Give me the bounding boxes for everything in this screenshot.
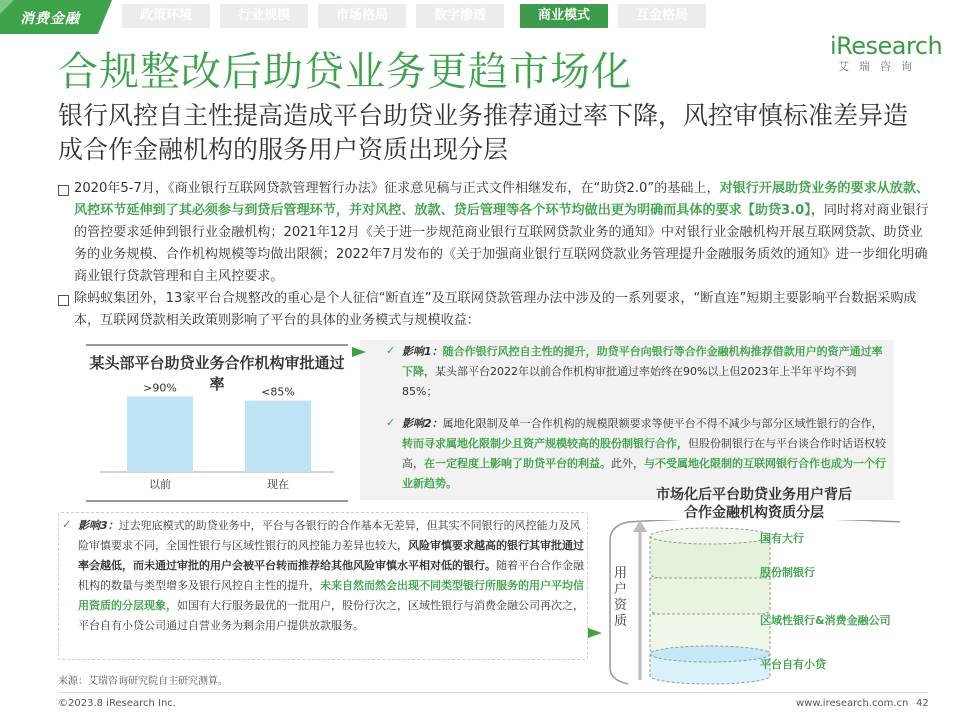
page-subtitle: 银行风控自主性提高造成平台助贷业务推荐通过率下降，风控审慎标准差异造成合作金融机构的服务用户资质出现分层 — [58, 101, 909, 164]
page-title: 合规整改后助贷业务更趋市场化 — [58, 49, 632, 95]
cylinder-layer-2 — [650, 578, 770, 618]
data-label-now: <85% — [261, 385, 295, 399]
paragraph-policy — [58, 178, 934, 288]
page-number: 42 — [916, 698, 929, 709]
paragraph-platforms: 除蚂蚁集团外，13家平台合规整改的重心是个人征信“断直连”及互联网贷款管理办法中涉及的一系列要求，“断直连”短期主要影响平台数据采购成本，互联网贷款相关政策则影响了平台的具体的业务模式与规模收益： — [74, 291, 917, 328]
bracket-top — [628, 520, 900, 522]
impact3-bold: 风险审慎要求越高的银行其审批通过率会越低，而未通过审批的用户会被平台转而推荐给其他风险审慎水平相对低的银行。 — [78, 539, 584, 572]
impact1-text: ，某头部平台2022年以前合作机构审批通过率始终在90%以上但2023年上半年平均不到85%； — [402, 365, 857, 398]
tab-business-model[interactable]: 商业模式 — [520, 4, 608, 28]
impact1-label: 影响1： — [402, 345, 443, 358]
cylinder-layer-1 — [650, 528, 770, 582]
impact3-text1: 过去兜底模式的助贷业务中，平台与各银行的合作基本无差异，但其实不同银行的风控能力及风险审慎要求不同，全国性银行与区域性银行的风控能力差异也较大， — [78, 519, 581, 552]
check-icon: ✓ — [62, 518, 72, 531]
impact3-highlight: 未来自然而然会出现不同类型银行所服务的用户平均信用资质的分层现象， — [78, 579, 584, 612]
impact2-label: 影响2： — [402, 417, 443, 430]
impact2-text1: 属地化限制及单一合作机构的规模限额要求等使平台不得不减少与部分区域性银行的合作， — [442, 417, 883, 430]
impact2-text3: 此外， — [611, 457, 644, 470]
source-note: 来源：艾瑞咨询研究院自主研究测算。 — [58, 676, 228, 687]
category-label-now: 现在 — [267, 478, 289, 491]
impact2-highlight3: 与不受属地化限制的互联网银行合作也成为一个行业新趋势。 — [402, 457, 886, 490]
copyright: ©2023.8 iResearch Inc. — [58, 698, 176, 709]
cylinder-layer-4 — [650, 646, 770, 684]
chart-title: 某头部平台助贷业务合作机构审批通过率 — [89, 354, 345, 393]
impact2-highlight1: 转而寻求属地化限制少且资产规模较高的股份制银行合作， — [402, 437, 688, 450]
tab-policy[interactable]: 政策环境 — [122, 4, 210, 28]
para1-text2: ，同时将对商业银行的管控要求延伸到银行业金融机构；2021年12月《关于进一步规范商业银行互联网贷款业务的通知》中对银行业金融机构开展互联网贷款、助贷业务的业务规模、合作机构规模等均做出限额；2022年7月发布的《关于加强商业银行互联网贷款业务管理提升金融服务质效的通知》进一步细化明确商业银行贷款管理和自主风控要求。 — [74, 203, 929, 284]
badge-label: 消费金融 — [20, 11, 80, 27]
para1-text1: 2020年5-7月，《商业银行互联网贷款管理暂行办法》征求意见稿与正式文件相继发布，在“助贷2.0”的基础上， — [74, 181, 720, 196]
layer-label-regional: 区域性银行&消费金融公司 — [760, 614, 891, 627]
section-badge — [0, 0, 112, 34]
layer-label-state: 国有大行 — [760, 532, 804, 545]
impact3-text2: 随着平台合作金融机构的数量与类型增多及银行风控自主性的提升， — [78, 559, 584, 592]
tab-digital[interactable]: 数字渗透 — [416, 4, 504, 28]
arrow-icon — [352, 347, 366, 357]
impact-1 — [402, 342, 888, 402]
website-link[interactable]: www.iresearch.com.cn — [796, 698, 909, 709]
impact2-text2: 但股份制银行在与平台谈合作时话语权较高， — [402, 437, 886, 470]
category-label-before: 以前 — [149, 478, 171, 491]
impact-2 — [402, 414, 888, 494]
bar-before — [127, 396, 193, 472]
axis-label: 用户资质 — [614, 566, 628, 629]
diagram-title: 市场化后平台助贷业务用户背后合作金融机构资质分层 — [656, 487, 852, 521]
layer-label-joint-stock: 股份制银行 — [760, 566, 815, 579]
logo-sub: 艾瑞咨询 — [838, 60, 922, 73]
data-label-before: >90% — [143, 381, 177, 395]
para1-highlight: 对银行开展助贷业务的要求从放款、风控环节延伸到了其必须参与到贷后管理环节，并对风控、放款、贷后管理等各个环节均做出更为明确而具体的要求【助贷3.0】 — [74, 181, 930, 218]
impact-3 — [78, 516, 584, 636]
impact-3-box — [58, 512, 588, 660]
tab-market[interactable]: 市场格局 — [318, 4, 406, 28]
check-icon: ✓ — [386, 416, 396, 429]
logo-word: iResearch — [830, 32, 943, 60]
footer-divider — [58, 692, 928, 693]
approval-rate-chart — [86, 372, 348, 498]
impact3-text3: 如国有大行服务最优的一批用户，股份行次之，区域性银行与消费金融公司再次之，平台自有小贷公司通过自营业务为剩余用户提供放款服务。 — [78, 599, 584, 632]
tab-scale[interactable]: 行业规模 — [220, 4, 308, 28]
layer-label-own-lender: 平台自有小贷 — [760, 658, 826, 671]
iresearch-logo — [830, 32, 943, 74]
impact3-label: 影响3： — [78, 519, 119, 532]
tab-fintech[interactable]: 互金格局 — [618, 4, 706, 28]
bar-now — [245, 401, 311, 472]
stratification-diagram — [600, 520, 920, 690]
check-icon: ✓ — [386, 344, 396, 357]
impact2-highlight2: 在一定程度上影响了助贷平台的利益。 — [424, 457, 611, 470]
impact1-highlight: 随合作银行风控自主性的提升，助贷平台向银行等合作金融机构推荐借款用户的资产通过率下降 — [402, 345, 883, 378]
